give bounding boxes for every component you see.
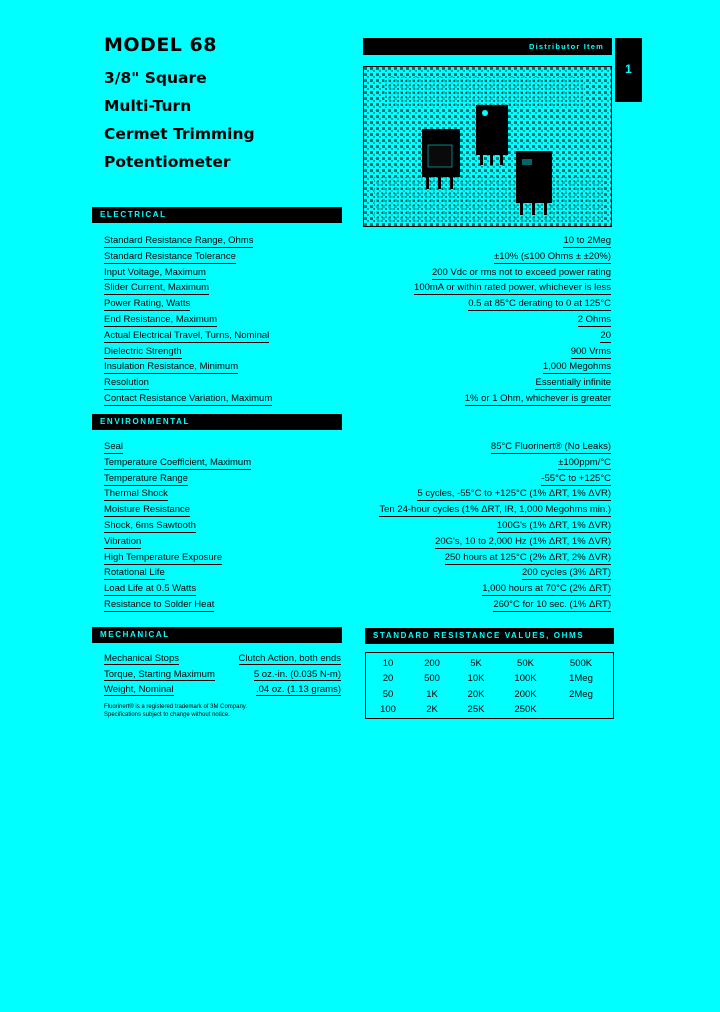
spec-value: 85°C Fluorinert® (No Leaks) [490,441,611,452]
electrical-table [104,235,611,409]
spec-label: End Resistance, Maximum [104,313,217,325]
subtitle-line: Multi-Turn [104,97,192,115]
table-row [104,298,611,314]
footnote [104,703,247,719]
title-block [104,34,255,176]
spec-value: -55°C to +125°C [541,472,611,484]
spec-value: 1,000 Megohms [542,361,611,373]
spec-value: Clutch Action, both ends [238,653,341,664]
spec-value: 20 [600,329,611,341]
spec-label: Vibration [104,535,142,547]
table-row [104,314,611,330]
page-tab: 1 [615,38,642,102]
spec-label: Load Life at 0.5 Watts [104,583,197,595]
spec-value: 100mA or within rated power, whichever is less [414,282,611,294]
footnote-line: Fluorinert® is a registered trademark of 3M Company. [104,704,248,710]
spec-label: Temperature Coefficient, Maximum [104,456,252,468]
table-cell: 500K [569,658,593,669]
resistance-values-table [365,652,614,719]
table-row [104,669,341,685]
spec-value: 260°C for 10 sec. (1% ΔRT) [493,598,611,610]
spec-label: Moisture Resistance [104,504,191,516]
table-row [104,393,611,409]
spec-label: Torque, Starting Maximum [104,668,215,680]
spec-value: ±100ppm/°C [558,456,611,468]
spec-label: High Temperature Exposure [104,551,223,563]
spec-label: Resolution [104,377,149,389]
spec-value: 5 cycles, -55°C to +125°C (1% ΔRT, 1% ΔVR) [417,488,611,500]
distributor-item-bar: Distributor Item [363,38,612,55]
spec-label: Thermal Shock [104,488,168,500]
table-cell: 1Meg [569,673,593,685]
table-row [104,441,611,457]
spec-label: Rotational Life [104,567,165,579]
spec-value: .04 oz. (1.13 grams) [255,684,341,696]
spec-value: 1% or 1 Ohm, whichever is greater [464,392,611,404]
table-cell: 1K [426,688,438,700]
table-cell: 200K [514,688,537,700]
spec-value: 1,000 hours at 70°C (2% ΔRT) [482,583,611,595]
spec-value: 2 Ohms [577,313,611,325]
subtitle-line: Potentiometer [104,153,231,171]
table-row [104,552,611,568]
table-cell: 20K [467,688,485,700]
table-row [104,346,611,362]
table-row [104,361,611,377]
spec-label: Insulation Resistance, Minimum [104,361,239,373]
electrical-heading: ELECTRICAL [92,207,342,223]
spec-label: Temperature Range [104,472,188,484]
table-row [104,653,341,669]
table-row [104,567,611,583]
spec-value: 5 oz.-in. (0.035 N-m) [253,668,341,680]
footnote-line: Specifications subject to change without notice. [104,712,230,718]
environmental-heading: ENVIRONMENTAL [92,414,342,430]
table-cell: 200 [424,658,440,669]
table-row [104,235,611,251]
resistance-values-heading: STANDARD RESISTANCE VALUES, OHMS [365,628,614,644]
environmental-table [104,441,611,615]
table-row [104,457,611,473]
table-row [104,377,611,393]
spec-label: Input Voltage, Maximum [104,266,206,278]
spec-value: Essentially infinite [535,377,611,389]
table-cell: 2Meg [569,688,593,700]
table-cell: 50 [382,688,394,700]
spec-value: 200 cycles (3% ΔRT) [521,567,611,579]
table-row [104,599,611,615]
table-cell: 100 [380,704,396,716]
table-row [104,251,611,267]
spec-label: Shock, 6ms Sawtooth [104,519,196,531]
table-cell: 250K [514,704,537,716]
table-row [104,684,341,700]
table-row [104,282,611,298]
table-cell: 50K [517,658,534,669]
spec-value: 0.5 at 85°C derating to 0 at 125°C [468,298,611,310]
table-cell: 500 [424,673,440,685]
spec-value: ±10% (≤100 Ohms ± ±20%) [494,250,611,262]
spec-label: Dielectric Strength [104,345,182,357]
spec-label: Resistance to Solder Heat [104,598,215,610]
table-row [104,267,611,283]
table-row [104,488,611,504]
table-row [104,504,611,520]
spec-label: Contact Resistance Variation, Maximum [104,392,273,404]
table-row [104,583,611,599]
spec-label: Standard Resistance Range, Ohms [104,235,254,246]
table-cell [553,702,609,717]
spec-value: 20G's, 10 to 2,000 Hz (1% ΔRT, 1% ΔVR) [435,535,611,547]
spec-label: Standard Resistance Tolerance [104,250,236,262]
model-title: MODEL 68 [104,34,217,56]
spec-value: Ten 24-hour cycles (1% ΔRT, IR, 1,000 Megohms min.) [379,504,611,516]
spec-label: Mechanical Stops [104,653,179,664]
table-row [104,330,611,346]
spec-label: Power Rating, Watts [104,298,191,310]
spec-value: 250 hours at 125°C (2% ΔRT, 2% ΔVR) [444,551,611,563]
subtitle-line: Cermet Trimming [104,125,255,143]
table-cell: 2K [426,704,438,716]
mechanical-table [104,653,341,700]
spec-label: Weight, Nominal [104,684,174,696]
table-cell: 10 [382,658,394,669]
spec-value: 900 Vrms [570,345,611,357]
subtitle-line: 3/8" Square [104,69,207,87]
table-cell: 20 [382,673,394,685]
table-cell: 5K [470,658,482,669]
table-row [104,520,611,536]
table-row [104,536,611,552]
table-cell: 25K [467,704,485,716]
spec-value: 200 Vdc or rms not to exceed power rating [431,266,611,278]
table-cell: 10K [467,673,485,685]
potentiometer-photo-icon [364,67,612,227]
spec-label: Seal [104,441,124,452]
mechanical-heading: MECHANICAL [92,627,342,643]
table-row [104,473,611,489]
spec-value: 100G's (1% ΔRT, 1% ΔVR) [496,519,611,531]
spec-label: Actual Electrical Travel, Turns, Nominal [104,329,270,341]
spec-label: Slider Current, Maximum [104,282,210,294]
spec-value: 10 to 2Meg [563,235,611,246]
product-photo [363,66,612,227]
table-cell: 100K [514,673,537,685]
